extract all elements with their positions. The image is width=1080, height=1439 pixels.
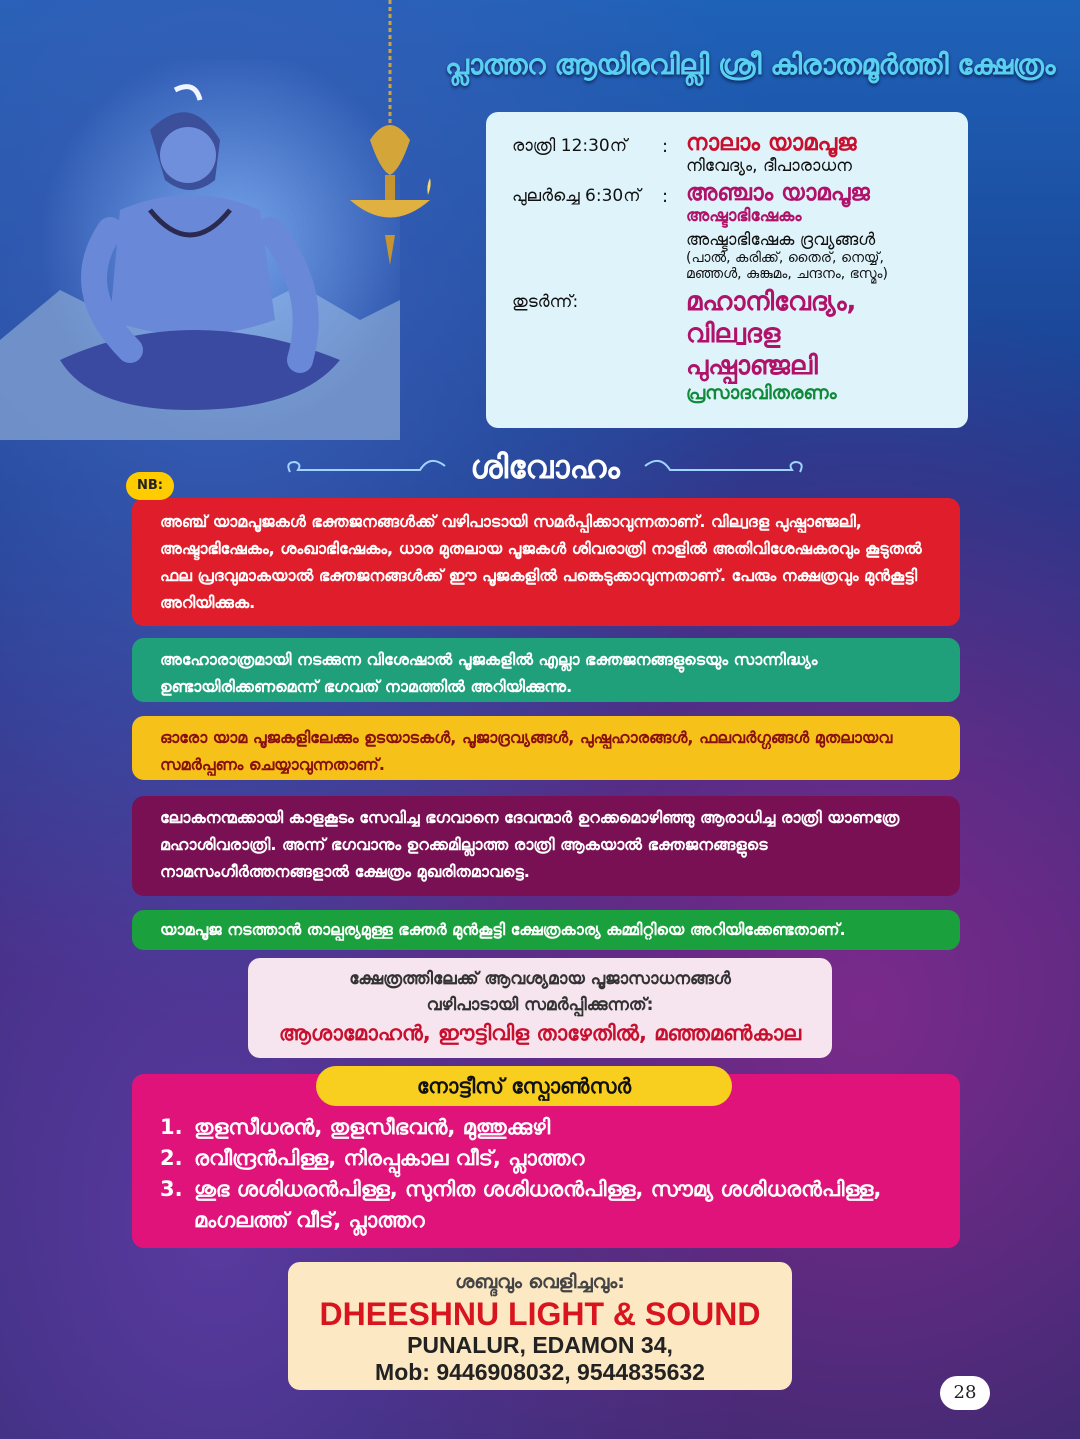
donor-card	[248, 958, 832, 1058]
sponsor-item	[160, 1174, 932, 1236]
donor-name: ആശാമോഹൻ, ഈട്ടിവിള താഴേതിൽ, മഞ്ഞമൺകാല	[278, 1021, 802, 1045]
schedule-detail: മഞ്ഞൾ, കുങ്കുമം, ചന്ദനം, ഭസ്മം)	[686, 266, 888, 282]
schedule-subtitle: അഷ്ടാഭിഷേകം	[686, 206, 802, 226]
schedule-title: അഞ്ചാം യാമപൂജ	[686, 180, 870, 206]
schedule-detail: നിവേദ്യം, ദീപാരാധന	[686, 156, 852, 176]
schedule-row-following	[512, 286, 954, 404]
schedule-title: പുഷ്പാഞ്ജലി	[686, 351, 818, 381]
hanging-lamp-illustration	[340, 0, 440, 280]
sound-sponsor-card	[288, 1262, 792, 1390]
shivoham-title: ശിവോഹം	[470, 448, 620, 486]
donor-line: ക്ഷേത്രത്തിലേക്ക് ആവശ്യമായ പൂജാസാധനങ്ങൾ	[349, 969, 731, 989]
sponsors-title: നോട്ടീസ് സ്പോൺസർ	[316, 1066, 732, 1106]
page-number: 28	[940, 1376, 990, 1410]
note-offerings: അഞ്ച് യാമപൂജകൾ ഭക്തജനങ്ങൾക്ക് വഴിപാടായി സമർപ്പിക്കാവുന്നതാണ്. വില്വദള പുഷ്പാഞ്ജലി, അഷ്ടാഭിഷേകം, ശംഖാഭിഷേകം, ധാര മുതലായ പൂജകൾ ശിവരാത്രി നാളിൽ അതിവിശേഷകരവും കൂടുതൽ ഫല പ്രദവുമാകയാൽ ഭക്തജനങ്ങൾക്ക് ഈ പൂജകളിൽ പങ്കെടുക്കാവുന്നതാണ്. പേരും നക്ഷത്രവും മുൻകൂട്ടി അറിയിക്കുക.	[132, 498, 960, 626]
sound-phone: Mob: 9446908032, 9544835632	[375, 1359, 705, 1385]
sponsor-text: തുളസീധരൻ, തുളസീഭവൻ, മുത്തുക്കുഴി	[194, 1115, 551, 1139]
sound-address: PUNALUR, EDAMON 34,	[407, 1332, 673, 1358]
sponsor-item	[160, 1143, 932, 1174]
sponsor-text: രവീന്ദ്രൻപിള്ള, നിരപ്പുകാല വീട്, പ്ലാത്തറ	[194, 1146, 585, 1170]
schedule-card	[486, 112, 968, 428]
sponsor-number: 3.	[160, 1177, 183, 1201]
temple-title: പ്ലാത്തറ ആയിരവില്ലി ശ്രീ കിരാതമൂർത്തി ക്ഷേത്രം	[444, 48, 1056, 81]
note-committee: യാമപൂജ നടത്താൻ താല്പര്യമുള്ള ഭക്തർ മുൻകൂട്ടി ക്ഷേത്രകാര്യ കമ്മിറ്റിയെ അറിയിക്കേണ്ടതാണ്.	[132, 910, 960, 950]
note-shivaratri: ലോകനന്മക്കായി കാളകൂടം സേവിച്ച ഭഗവാനെ ദേവന്മാർ ഉറക്കമൊഴിഞ്ഞു ആരാധിച്ച രാത്രി യാണത്രേ മഹാശിവരാത്രി. അന്ന് ഭഗവാനും ഉറക്കമില്ലാത്ത രാത്രി ആകയാൽ ഭക്തജനങ്ങളുടെ നാമസംഗീർത്തനങ്ങളാൽ ക്ഷേത്രം മുഖരിതമാവട്ടെ.	[132, 796, 960, 896]
sponsor-text: മംഗലത്ത് വീട്, പ്ലാത്തറ	[194, 1208, 425, 1232]
sound-caption: ശബ്ദവും വെളിച്ചവും:	[455, 1271, 625, 1293]
schedule-footer: പ്രസാദവിതരണം	[686, 382, 837, 404]
shivoham-banner	[280, 444, 810, 490]
sponsor-number: 1.	[160, 1115, 183, 1139]
schedule-row-5th	[512, 180, 954, 282]
schedule-separator: :	[662, 186, 669, 207]
schedule-detail: അഷ്ടാഭിഷേക ദ്രവ്യങ്ങൾ	[686, 230, 876, 250]
schedule-time: രാത്രി 12:30ന്	[512, 136, 628, 156]
note-attendance: അഹോരാത്രമായി നടക്കുന്ന വിശേഷാൽ പൂജകളിൽ എല്ലാ ഭക്തജനങ്ങളുടെയും സാന്നിദ്ധ്യം ഉണ്ടായിരിക്കണമെന്ന് ഭഗവത് നാമത്തിൽ അറിയിക്കുന്നു.	[132, 638, 960, 702]
schedule-row-4th	[512, 130, 954, 176]
schedule-title: മഹാനിവേദ്യം, വില്വദള	[686, 287, 857, 349]
schedule-time: തുടർന്ന്:	[512, 292, 579, 312]
note-dedications: ഓരോ യാമ പൂജകളിലേക്കും ഉടയാടകൾ, പൂജാദ്രവ്യങ്ങൾ, പുഷ്പഹാരങ്ങൾ, ഫലവർഗ്ഗങ്ങൾ മുതലായവ സമർപ്പണം ചെയ്യാവുന്നതാണ്.	[132, 716, 960, 780]
schedule-separator: :	[662, 136, 669, 157]
schedule-title: നാലാം യാമപൂജ	[686, 130, 857, 156]
schedule-detail: (പാൽ, കരിക്ക്, തൈര്, നെയ്യ്,	[686, 250, 884, 266]
sponsor-number: 2.	[160, 1146, 183, 1170]
sound-brand: DHEESHNU LIGHT & SOUND	[319, 1296, 761, 1332]
donor-line: വഴിപാടായി സമർപ്പിക്കുന്നത്:	[426, 995, 654, 1015]
sponsor-item	[160, 1112, 932, 1143]
schedule-time: പുലർച്ചെ 6:30ന്	[512, 186, 641, 206]
sponsor-text: ശുഭ ശശിധരൻപിള്ള, സുനിത ശശിധരൻപിള്ള, സൗമ്യ ശശിധരൻപിള്ള,	[194, 1177, 882, 1201]
nb-badge: NB:	[126, 472, 174, 500]
